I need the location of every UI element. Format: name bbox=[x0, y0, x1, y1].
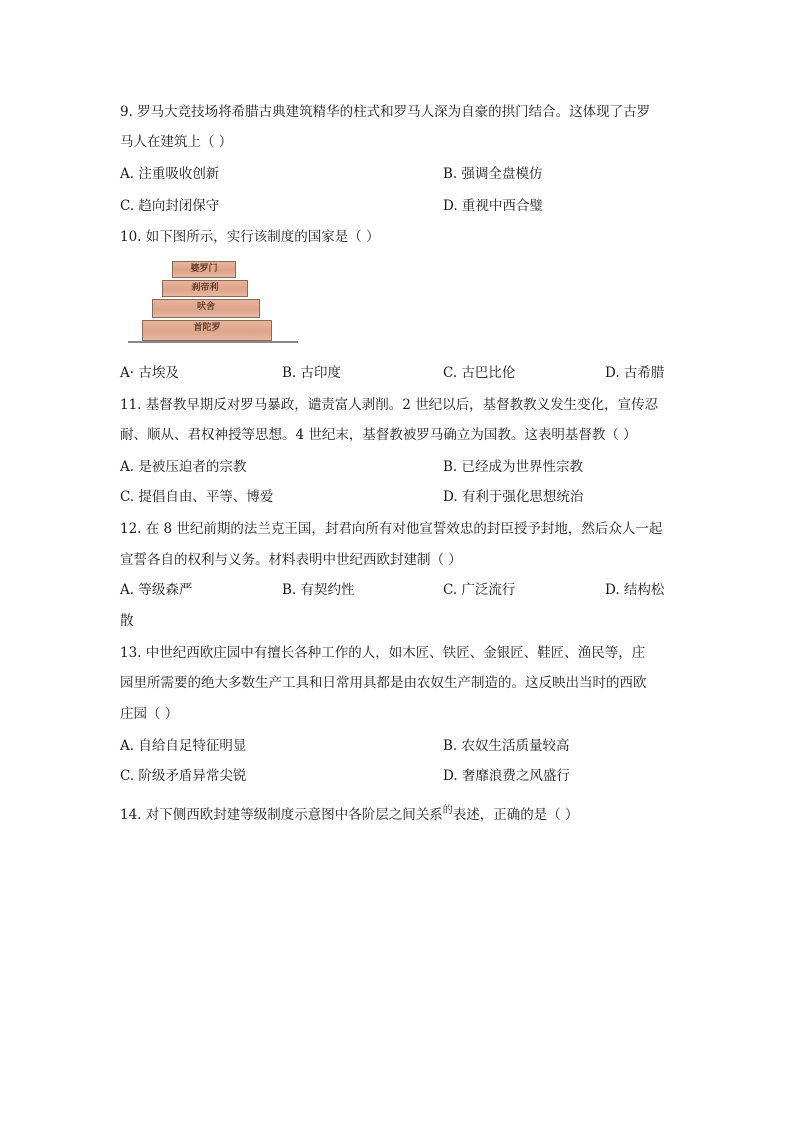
q13-option-c: C. 阶级矛盾异常尖锐 bbox=[120, 768, 247, 784]
figure-baseline bbox=[128, 341, 298, 343]
q13-stem-line2: 园里所需要的绝大多数生产工具和日常用具都是由农奴生产制造的。这反映出当时的西欧 bbox=[120, 675, 647, 691]
q13-stem-line3: 庄园（ ） bbox=[120, 706, 179, 722]
caste-pyramid-figure bbox=[128, 256, 298, 348]
tier-2: 刹帝利 bbox=[162, 280, 248, 297]
q11-stem-line1: 11. 基督教早期反对罗马暴政，谴责富人剥削。2 世纪以后，基督教教义发生变化，宣传忍 bbox=[120, 397, 659, 413]
q12-option-c: C. 广泛流行 bbox=[443, 582, 516, 598]
q12-stem-line2: 宣誓各自的权利与义务。材料表明中世纪西欧封建制（ ） bbox=[120, 552, 462, 568]
q10-option-d: D. 古希腊 bbox=[605, 365, 665, 381]
q9-option-d: D. 重视中西合璧 bbox=[443, 198, 543, 214]
q14-stem-after: 表述，正确的是（ ） bbox=[452, 807, 579, 823]
q11-option-d: D. 有利于强化思想统治 bbox=[443, 489, 584, 505]
tier-4: 首陀罗 bbox=[142, 320, 272, 341]
q14-stem-superscript: 的 bbox=[442, 805, 453, 816]
q11-stem-line2: 耐、顺从、君权神授等思想。4 世纪末，基督教被罗马确立为国教。这表明基督教（ ） bbox=[120, 427, 637, 443]
q9-option-b: B. 强调全盘模仿 bbox=[443, 166, 543, 182]
q13-stem-line1: 13. 中世纪西欧庄园中有擅长各种工作的人，如木匠、铁匠、金银匠、鞋匠、渔民等，庄 bbox=[120, 645, 646, 661]
q12-option-b: B. 有契约性 bbox=[282, 582, 355, 598]
q13-option-d: D. 奢靡浪费之风盛行 bbox=[443, 768, 570, 784]
q12-option-a: A. 等级森严 bbox=[120, 582, 193, 598]
q11-option-b: B. 已经成为世界性宗教 bbox=[443, 459, 584, 475]
q12-option-d-wrap: 散 bbox=[120, 613, 134, 629]
q11-option-a: A. 是被压迫者的宗教 bbox=[120, 459, 247, 475]
q11-option-c: C. 提倡自由、平等、博爱 bbox=[120, 489, 274, 505]
q10-stem: 10. 如下图所示，实行该制度的国家是（ ） bbox=[120, 229, 380, 245]
q10-option-c: C. 古巴比伦 bbox=[443, 365, 516, 381]
q12-option-d: D. 结构松 bbox=[605, 582, 665, 598]
q9-stem-line1: 9. 罗马大竞技场将希腊古典建筑精华的柱式和罗马人深为自豪的拱门结合。这体现了古罗 bbox=[120, 104, 651, 120]
q10-option-b: B. 古印度 bbox=[282, 365, 342, 381]
q13-option-a: A. 自给自足特征明显 bbox=[120, 738, 247, 754]
tier-3: 吠舍 bbox=[152, 299, 260, 318]
q9-option-c: C. 趋向封闭保守 bbox=[120, 198, 220, 214]
q14-stem-before: 14. 对下侧西欧封建等级制度示意图中各阶层之间关系 bbox=[120, 807, 443, 823]
q14-stem bbox=[120, 806, 579, 826]
q9-stem-line2: 马人在建筑上（ ） bbox=[120, 134, 233, 150]
tier-1: 婆罗门 bbox=[172, 261, 236, 278]
q9-option-a: A. 注重吸收创新 bbox=[120, 166, 220, 182]
q10-option-a: A· 古埃及 bbox=[120, 365, 179, 381]
q13-option-b: B. 农奴生活质量较高 bbox=[443, 738, 570, 754]
q12-stem-line1: 12. 在 8 世纪前期的法兰克王国，封君向所有对他宣誓效忠的封臣授予封地，然后众人一起 bbox=[120, 521, 663, 537]
